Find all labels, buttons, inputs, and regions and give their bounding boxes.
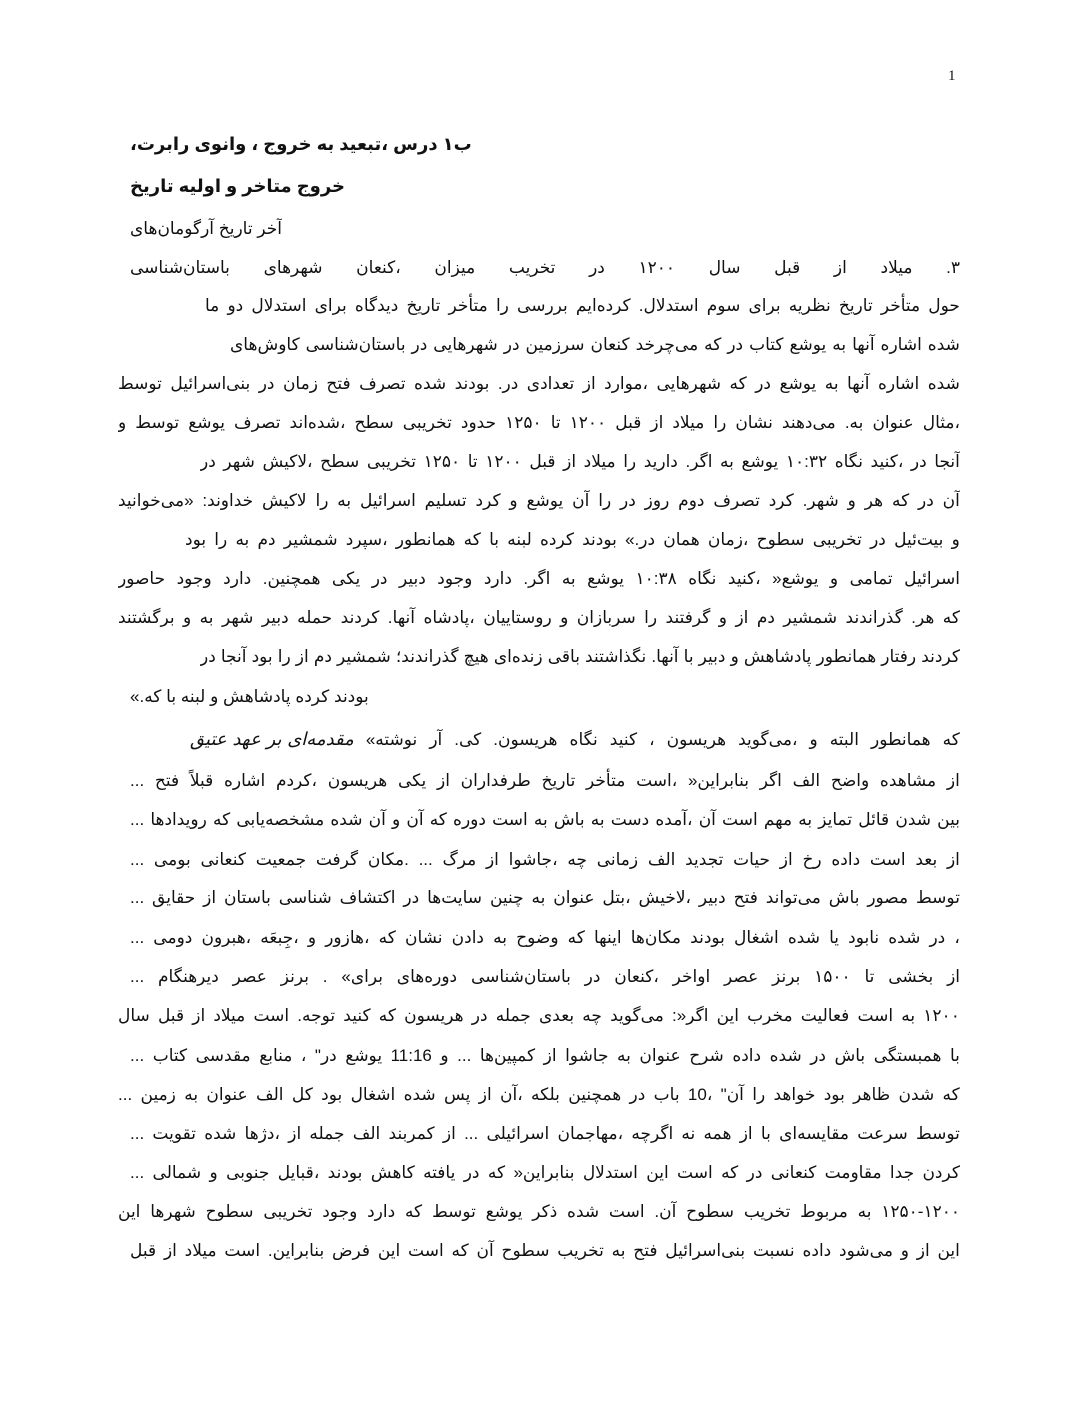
text-line [230, 332, 960, 358]
line-text: سال قبل از میلاد است .توجه کنید که هریسون در جمله بعدی چه می‌گوید :»اگر این مخرب فعالیت است به ۱۲۰۰ [118, 1006, 960, 1025]
text-line [130, 847, 960, 873]
text-line [130, 807, 960, 833]
text-line [130, 1043, 960, 1069]
line-text: در شهر لاکیش، سطح تخریبی ۱۲۵۰ تا ۱۲۰۰ قبل از میلاد را دارید .اگر به یوشع ۱۰:۳۲ نگاه کنید، در آنجا [200, 452, 960, 471]
line-text: ،رابرت وانوی ، خروج به تبعید، درس ۱ب [130, 134, 472, 154]
line-text: ... رویدادها که مشخصه‌یابی شده آن و آن که دوره است به باش به دست آمده، آن است مهم به تمایز قائل شدن بین [130, 810, 960, 829]
text-line [130, 1238, 960, 1264]
line-text: و توسط یوشع تصرف شده‌اند، سطح تخریبی حدود ۱۲۵۰ تا ۱۲۰۰ قبل از میلاد را نشان می‌دهند .به عنوان مثال، [118, 413, 960, 432]
text-line [205, 293, 960, 319]
text-line [118, 488, 960, 514]
text-line [118, 1199, 960, 1225]
line-text: ... بومی کنعانی جمعیت گرفت مکان. ... مرگ از جاشوا، چه زمانی الف تجدید حیات از رخ داده است بعد از [130, 850, 960, 869]
line-text: «.که با لبنه و پادشاهش کرده بودند [130, 687, 369, 706]
line-text: کاوش‌های باستان‌شناسی در شهرهایی در سرزمین کنعان می‌چرخد که در کتاب یوشع به آنها اشاره شده [230, 335, 960, 354]
line-text: ... تقویت شده دژها، از جمله الف کمربند از ... اسرائیلی مهاجمان، اگرچه نه همه از با مقایسه‌ای سرعت توسط [130, 1124, 960, 1143]
text-line [118, 410, 960, 436]
text-line [130, 255, 960, 281]
text-line [130, 216, 282, 242]
text-line [118, 371, 960, 397]
line-text: می‌خوانید» :خداوند لاکیش را به اسرائیل تسلیم کرد و یوشع آن را در روز دوم تصرف کرد .شهر و هر که در آن [118, 491, 960, 510]
text-line [130, 768, 960, 794]
text-line [118, 1003, 960, 1029]
text-line [130, 964, 960, 990]
text-line [118, 605, 960, 631]
text-line [130, 925, 960, 951]
line-text: حاصور وجود دارد .همچنین یکی در دبیر وجود دارد .اگر به یوشع ۱۰:۳۸ نگاه کنید، »یوشع و تمامی اسرائیل [118, 569, 960, 588]
line-text: ... فتح قبلاً اشاره کردم، هریسون یکی از طرفداران تاریخ متأخر است، »بنابراین اگر الف واضح مشاهده از [130, 771, 960, 790]
text-line [190, 727, 960, 753]
heading-line [130, 131, 472, 157]
line-text: ... دیرهنگام عصر برنز . «برای دوره‌های باستان‌شناسی در کنعان، اواخر عصر برنز ۱۵۰۰ تا بخشی از [130, 967, 960, 986]
line-text: قبل از میلاد است .بنابراین فرض این است که آن سطوح تخریب به فتح بنی‌اسرائیل نسبت داده می‌شود و از این [130, 1241, 960, 1260]
line-text: ... کتاب مقدسی منابع ، "در یوشع 11:16 و ... کمپین‌ها از جاشوا به عنوان شرح داده شده در باش همبستگی با [130, 1046, 960, 1065]
line-text: توسط بنی‌اسرائیل در زمان فتح تصرف شده بودند .در تعدادی از موارد، شهرهایی که در یوشع به آنها اشاره شده [118, 374, 960, 393]
text-line [130, 1160, 960, 1186]
line-text: بود را به دم شمشیر سپرد، همانطور که با لبنه کرده بودند «.در همان زمان، سطوح تخریبی در بیت‌ئیل و [185, 530, 960, 549]
line-text: ما دو استدلال برای دیدگاه تاریخ متأخر را بررسی کرده‌ایم .استدلال سوم برای نظریه تاریخ متأخر حول [205, 296, 960, 315]
line-text: «نوشته آر .کی .هریسون نگاه کنید ، هریسون می‌گوید، و البته همانطور که [365, 730, 960, 749]
text-line [130, 1121, 960, 1147]
line-text: ... شمالی و جنوبی قبایل، بودند کاهش یافته در که »بنابراین استدلال این است که در کنعانی مقاومت جدا کردن [130, 1163, 960, 1182]
line-text: آرگومان‌های تاریخ آخر [130, 219, 282, 238]
text-line [185, 527, 960, 553]
text-line [118, 566, 960, 592]
line-text: این شهرها سطوح تخریبی وجود دارد که توسط یوشع ذکر شده است .آن سطوح تخریب مربوط به ۱۲۵۰-۱۲۰۰ [118, 1202, 960, 1221]
line-text: تاریخ اولیه و متاخر خروج [130, 176, 346, 196]
page-number: 1 [948, 68, 956, 84]
line-text: برگشتند و به شهر دبیر حمله کردند .آنها پادشاه، روستاییان و سربازان را گرفتند و از دم شمشیر گذراندند .هر که [118, 608, 960, 627]
line-text: باستان‌شناسی شهرهای کنعان، میزان تخریب در ۱۲۰۰ سال قبل از میلاد .۳ [130, 258, 960, 277]
heading-line [130, 173, 345, 199]
line-text: در آنجا بود را از دم شمشیر گذراندند؛ هیچ زنده‌ای باقی نگذاشتند .آنها با دبیر و پادشاهش همانطور رفتار کردند [200, 647, 960, 666]
line-text: ... زمین به عنوان الف کل بود اشغال شده پس از آن، بلکه همچنین در باب 10، "آن را خواهد بود ظاهر شدن که [118, 1085, 960, 1104]
text-line [200, 449, 960, 475]
line-text: ... حقایق از باستان شناسی اکتشاف در سایت‌ها چنین به عنوان بتل، لاخیش، دبیر فتح می‌تواند باش مصور توسط [130, 888, 960, 907]
text-line [130, 684, 369, 710]
text-line [200, 644, 960, 670]
book-title-italic: مقدمه‌ای بر عهد عتیق [190, 729, 354, 750]
text-line [130, 885, 960, 911]
text-line [118, 1082, 960, 1108]
line-text: ... دومی هبرون، جِبعَه، و هازور، که نشان دادن به وضوح که اینها مکان‌ها بودند اشغال شده یا نابود شده در ، [130, 928, 960, 947]
